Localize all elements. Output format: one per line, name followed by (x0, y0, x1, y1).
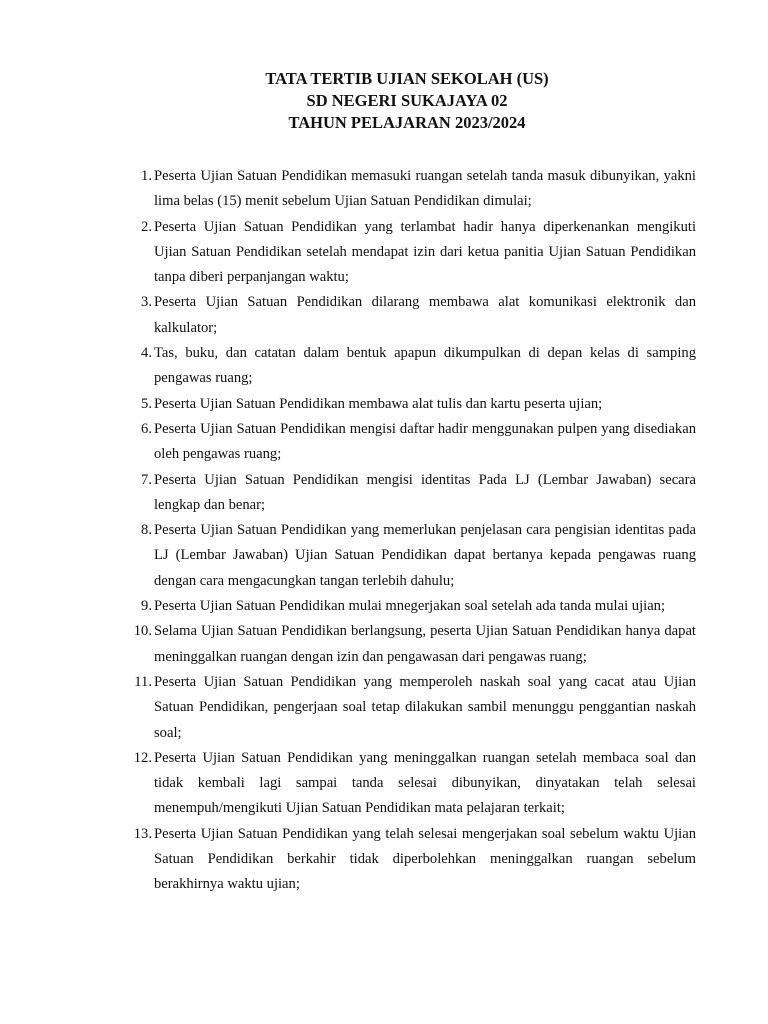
rule-number: 13. (133, 825, 152, 842)
rule-item-5 (127, 392, 696, 417)
rules-list (127, 164, 696, 898)
rule-text: Peserta Ujian Satuan Pendidikan memasuki ruangan setelah tanda masuk dibunyikan, yakni lima belas (15) menit sebelum Ujian Satuan Pendidikan dimulai; (154, 168, 696, 210)
rule-text: Peserta Ujian Satuan Pendidikan yang memerlukan penjelasan cara pengisian identitas pada LJ (Lembar Jawaban) Ujian Satuan Pendidikan dapat bertanya kepada pengawas ruang dengan cara mengacungkan tangan terlebih dahulu; (154, 522, 696, 589)
rule-text: Tas, buku, dan catatan dalam bentuk apapun dikumpulkan di depan kelas di samping pengawas ruang; (154, 345, 696, 387)
rule-item-2 (127, 215, 696, 291)
rule-text: Peserta Ujian Satuan Pendidikan mulai mnegerjakan soal setelah ada tanda mulai ujian; (154, 598, 666, 615)
rule-text: Selama Ujian Satuan Pendidikan berlangsung, peserta Ujian Satuan Pendidikan hanya dapat meninggalkan ruangan dengan izin dan pengawasan dari pengawas ruang; (154, 623, 696, 665)
rule-item-3 (127, 290, 696, 341)
rule-item-10 (127, 619, 696, 670)
title-line-2: SD NEGERI SUKAJAYA 02 (306, 91, 508, 110)
rule-number: 8. (141, 522, 152, 539)
rule-item-13 (127, 822, 696, 898)
rule-text: Peserta Ujian Satuan Pendidikan membawa alat tulis dan kartu peserta ujian; (154, 395, 603, 412)
rule-number: 10. (133, 623, 152, 640)
rule-number: 6. (141, 420, 152, 437)
rule-item-12 (127, 746, 696, 822)
rule-item-11 (127, 670, 696, 746)
rule-item-8 (127, 518, 696, 594)
title-line-1: TATA TERTIB UJIAN SEKOLAH (US) (265, 69, 549, 88)
rule-text: Peserta Ujian Satuan Pendidikan dilarang membawa alat komunikasi elektronik dan kalkulator; (154, 294, 696, 336)
rule-item-6 (127, 417, 696, 468)
rule-number: 7. (141, 471, 152, 488)
document-title (127, 68, 696, 134)
rule-text: Peserta Ujian Satuan Pendidikan yang telah selesai mengerjakan soal sebelum waktu Ujian Satuan Pendidikan berkahir tidak diperbolehkan meninggalkan ruangan sebelum berakhirnya waktu ujian; (154, 825, 696, 893)
rule-number: 5. (141, 395, 152, 412)
rule-item-1 (127, 164, 696, 215)
rule-number: 12. (133, 749, 152, 766)
rule-number: 1. (141, 168, 152, 184)
rule-number: 9. (141, 598, 152, 615)
rule-text: Peserta Ujian Satuan Pendidikan mengisi daftar hadir menggunakan pulpen yang disediakan oleh pengawas ruang; (154, 420, 696, 463)
rule-number: 11. (134, 673, 152, 690)
rule-item-7 (127, 468, 696, 519)
rule-number: 3. (141, 294, 152, 311)
rule-item-9 (127, 594, 696, 619)
rule-text: Peserta Ujian Satuan Pendidikan yang meninggalkan ruangan setelah membaca soal dan tidak kembali lagi sampai tanda selesai dibunyikan, dinyatakan telah selesai menempuh/mengikuti Ujian Satuan Pendidikan mata pelajaran terkait; (154, 749, 696, 817)
rule-item-4 (127, 341, 696, 392)
rule-text: Peserta Ujian Satuan Pendidikan yang memperoleh naskah soal yang cacat atau Ujian Satuan Pendidikan, pengerjaan soal tetap dilakukan sambil menunggu penggantian naskah soal; (154, 673, 696, 741)
rule-text: Peserta Ujian Satuan Pendidikan yang terlambat hadir hanya diperkenankan mengikuti Ujian Satuan Pendidikan setelah mendapat izin dari ketua panitia Ujian Satuan Pendidikan tanpa diberi perpanjangan waktu; (154, 218, 696, 286)
rule-number: 2. (141, 218, 152, 235)
rule-number: 4. (141, 345, 152, 362)
rule-text: Peserta Ujian Satuan Pendidikan mengisi identitas Pada LJ (Lembar Jawaban) secara lengkap dan benar; (154, 471, 696, 513)
title-line-3: TAHUN PELAJARAN 2023/2024 (288, 113, 526, 132)
